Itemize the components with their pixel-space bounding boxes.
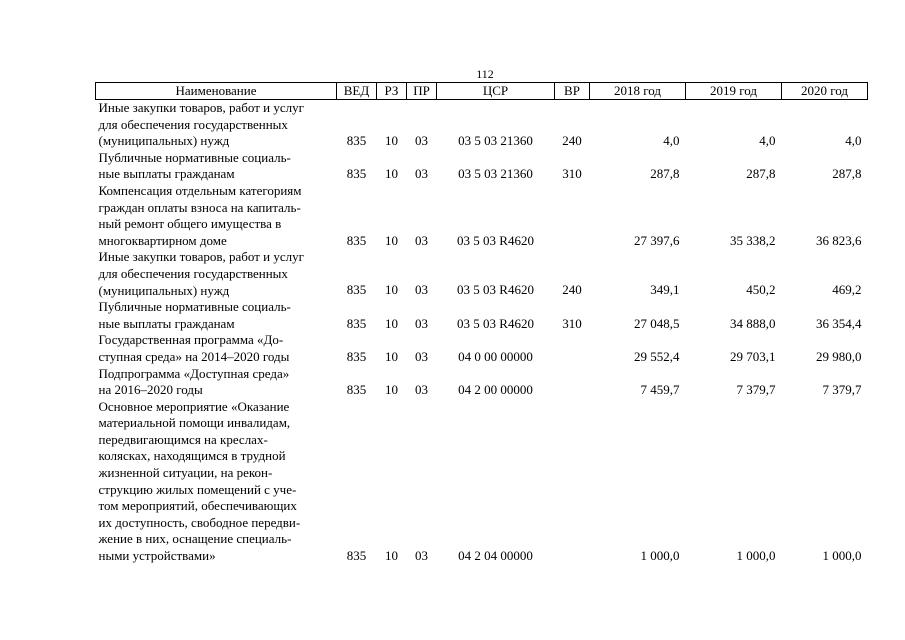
row-name-cell — [96, 299, 337, 332]
row-name-cell — [96, 332, 337, 365]
row-name-line: том мероприятий, обеспечивающих — [98, 498, 297, 514]
amount-2018-cell: 27 048,5 — [634, 315, 680, 331]
row-name-line: колясках, находящимся в трудной — [98, 448, 286, 464]
csr-cell: 03 5 03 R4620 — [457, 315, 534, 331]
budget-table — [95, 82, 868, 565]
row-name-line: граждан оплаты взноса на капиталь- — [98, 199, 301, 215]
amount-2020-cell: 469,2 — [832, 282, 862, 298]
page-number: 112 — [476, 67, 494, 81]
amount-2019-cell: 1 000,0 — [736, 547, 776, 563]
pr-cell: 03 — [415, 547, 428, 563]
amount-2018-cell: 27 397,6 — [634, 232, 680, 248]
row-name-line: Публичные нормативные социаль- — [98, 299, 291, 315]
row-name-line: ные выплаты гражданам — [98, 315, 235, 331]
row-name-line: их доступность, свободное передви- — [98, 514, 301, 530]
amount-2019-cell: 7 379,7 — [736, 381, 776, 397]
amount-2018-cell: 4,0 — [663, 133, 680, 149]
table-header-row — [96, 83, 868, 100]
amount-2019-cell: 287,8 — [746, 166, 776, 182]
header-ved: ВЕД — [337, 83, 377, 100]
ved-cell: 835 — [346, 381, 367, 397]
rz-cell: 10 — [385, 315, 398, 331]
header-csr: ЦСР — [437, 83, 555, 100]
rz-cell: 10 — [385, 547, 398, 563]
pr-cell: 03 — [415, 166, 428, 182]
table-row — [96, 150, 868, 183]
table-body — [96, 100, 868, 565]
rz-cell: 10 — [385, 133, 398, 149]
row-name-line: ступная среда» на 2014–2020 годы — [98, 348, 290, 364]
row-name-line: Публичные нормативные социаль- — [98, 149, 291, 165]
row-name-line: многоквартирном доме — [98, 232, 227, 248]
row-name-line: для обеспечения государственных — [98, 116, 288, 132]
amount-2018-cell: 1 000,0 — [640, 547, 680, 563]
ved-cell: 835 — [346, 348, 367, 364]
vr-cell: 240 — [562, 282, 582, 298]
row-name-cell — [96, 100, 337, 150]
rz-cell: 10 — [385, 232, 398, 248]
vr-cell: 310 — [562, 315, 582, 331]
row-name-line: Компенсация отдельным категориям — [98, 182, 302, 198]
csr-cell: 04 0 00 00000 — [458, 348, 533, 364]
row-name-cell — [96, 399, 337, 565]
vr-cell: 310 — [562, 166, 582, 182]
amount-2020-cell: 4,0 — [845, 133, 862, 149]
ved-cell: 835 — [346, 282, 367, 298]
table-row — [96, 332, 868, 365]
vr-cell — [555, 183, 590, 249]
amount-2019-cell: 29 703,1 — [730, 348, 776, 364]
amount-2020-cell: 7 379,7 — [822, 381, 862, 397]
row-name-line: струкцию жилых помещений с уче- — [98, 481, 297, 497]
table-row — [96, 249, 868, 299]
row-name-line: Государственная программа «До- — [98, 332, 284, 348]
row-name-line: (муниципальных) нужд — [98, 282, 230, 298]
header-name: Наименование — [96, 83, 337, 100]
row-name-cell — [96, 183, 337, 249]
ved-cell: 835 — [346, 315, 367, 331]
csr-cell: 03 5 03 R4620 — [457, 232, 534, 248]
amount-2020-cell: 29 980,0 — [816, 348, 862, 364]
row-name-line: Иные закупки товаров, работ и услуг — [98, 249, 304, 265]
amount-2019-cell: 450,2 — [746, 282, 776, 298]
header-2019: 2019 год — [686, 83, 782, 100]
amount-2018-cell: 29 552,4 — [634, 348, 680, 364]
amount-2019-cell: 35 338,2 — [730, 232, 776, 248]
csr-cell: 03 5 03 21360 — [458, 166, 533, 182]
pr-cell: 03 — [415, 282, 428, 298]
csr-cell: 04 2 00 00000 — [458, 381, 533, 397]
amount-2020-cell: 36 354,4 — [816, 315, 862, 331]
vr-cell: 240 — [562, 133, 582, 149]
pr-cell: 03 — [415, 133, 428, 149]
table-row — [96, 183, 868, 249]
csr-cell: 03 5 03 21360 — [458, 133, 533, 149]
header-pr: ПР — [407, 83, 437, 100]
pr-cell: 03 — [415, 381, 428, 397]
row-name-line: ными устройствами» — [98, 548, 216, 564]
amount-2018-cell: 7 459,7 — [640, 381, 680, 397]
row-name-cell — [96, 366, 337, 399]
amount-2018-cell: 349,1 — [650, 282, 680, 298]
row-name-cell — [96, 150, 337, 183]
ved-cell: 835 — [346, 232, 367, 248]
ved-cell: 835 — [346, 547, 367, 563]
vr-cell — [555, 399, 590, 565]
ved-cell: 835 — [346, 166, 367, 182]
ved-cell: 835 — [346, 133, 367, 149]
row-name-line: Подпрограмма «Доступная среда» — [98, 365, 290, 381]
pr-cell: 03 — [415, 232, 428, 248]
row-name-line: (муниципальных) нужд — [98, 133, 230, 149]
rz-cell: 10 — [385, 282, 398, 298]
table-row — [96, 366, 868, 399]
amount-2020-cell: 1 000,0 — [822, 547, 862, 563]
vr-cell — [555, 366, 590, 399]
rz-cell: 10 — [385, 348, 398, 364]
amount-2019-cell: 4,0 — [759, 133, 776, 149]
rz-cell: 10 — [385, 166, 398, 182]
table-row — [96, 399, 868, 565]
pr-cell: 03 — [415, 348, 428, 364]
amount-2020-cell: 287,8 — [832, 166, 862, 182]
row-name-line: материальной помощи инвалидам, — [98, 415, 291, 431]
row-name-line: жение в них, оснащение специаль- — [98, 531, 292, 547]
amount-2019-cell: 34 888,0 — [730, 315, 776, 331]
row-name-cell — [96, 249, 337, 299]
row-name-line: Основное мероприятие «Оказание — [98, 398, 290, 414]
row-name-line: передвигающимся на креслах- — [98, 431, 268, 447]
row-name-line: жизненной ситуации, на рекон- — [98, 465, 273, 481]
csr-cell: 04 2 04 00000 — [458, 547, 533, 563]
row-name-line: ный ремонт общего имущества в — [98, 216, 282, 232]
row-name-line: на 2016–2020 годы — [98, 382, 203, 398]
table-row — [96, 100, 868, 150]
amount-2018-cell: 287,8 — [650, 166, 680, 182]
row-name-line: Иные закупки товаров, работ и услуг — [98, 100, 304, 115]
header-rz: РЗ — [377, 83, 407, 100]
header-2018: 2018 год — [590, 83, 686, 100]
vr-cell — [555, 332, 590, 365]
row-name-line: ные выплаты гражданам — [98, 166, 235, 182]
table-row — [96, 299, 868, 332]
pr-cell: 03 — [415, 315, 428, 331]
header-vr: ВР — [555, 83, 590, 100]
rz-cell: 10 — [385, 381, 398, 397]
csr-cell: 03 5 03 R4620 — [457, 282, 534, 298]
header-2020: 2020 год — [782, 83, 868, 100]
row-name-line: для обеспечения государственных — [98, 265, 288, 281]
amount-2020-cell: 36 823,6 — [816, 232, 862, 248]
